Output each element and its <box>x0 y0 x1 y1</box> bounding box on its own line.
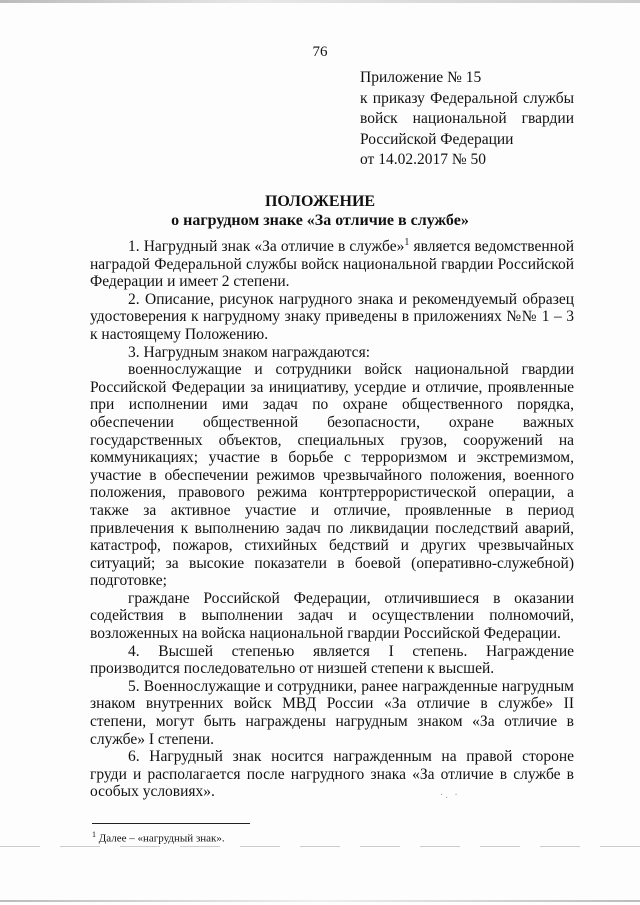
document-body <box>90 238 574 801</box>
paragraph-3b: граждане Российской Федерации, отличившиеся в оказании содействия в выполнении задач и осуществлении полномочий, возложенных на войска национальной гвардии Российской Федерации. <box>90 589 574 643</box>
footnote-ref: 1 <box>404 236 410 248</box>
footnote <box>92 828 225 846</box>
paragraph-3: 3. Нагрудным знаком награждаются: <box>128 343 370 361</box>
annex-line-3: войск национальной гвардии <box>360 110 574 127</box>
paragraph-1 <box>90 238 574 291</box>
annex-line-4: Российской Федерации <box>360 130 514 148</box>
paragraph-6: 6. Нагрудный знак носится награжденным на правой стороне груди и располагается после нагрудного знака «За отличие в службе в особых условиях». <box>90 748 574 801</box>
footnote-text: Далее – «нагрудный знак». <box>96 832 225 845</box>
paragraph-1-text: 1. Нагрудный знак «За отличие в службе» <box>128 238 405 255</box>
scan-artifact: ·. · <box>440 790 460 801</box>
paragraph-3a: военнослужащие и сотрудники войск национальной гвардии Российской Федерации за инициативу, усердие и отличие, проявленные при исполнении ими задач по охране общественного порядка, обеспечении общественной безопасности, охране важных государственных объектов, специальных грузов, сооружений на коммуникациях; участие в борьбе с терроризмом и экстремизмом, участие в обеспечении режимов чрезвычайного положения, военного положения, правового режима контртеррористической операции, а также за активное участие и отличие, проявленные в период привлечения к выполнению задач по ликвидации последствий аварий, катастроф, пожаров, стихийных бедствий и других чрезвычайных ситуаций; за высокие показатели в боевой (оперативно-служебной) подготовке; <box>90 361 574 590</box>
scan-top-edge <box>0 0 640 3</box>
paragraph-2: 2. Описание, рисунок нагрудного знака и рекомендуемый образец удостоверения к нагрудному знаку приведены в приложениях №№ 1 – 3 к настоящему Положению. <box>90 290 574 343</box>
paragraph-1-rest: является ведомственной наградой Федеральной службы войск национальной гвардии Российской Федерации и имеет 2 степени. <box>90 238 574 291</box>
footnote-mark: 1 <box>92 830 96 839</box>
paragraph-5: 5. Военнослужащие и сотрудники, ранее награжденные нагрудным знаком внутренних войск МВД России «За отличие в службе» II степени, могут быть награждены нагрудным знаком «За отличие в службе» I степени. <box>90 677 574 748</box>
scan-bottom-edge <box>0 900 640 902</box>
annex-line-2: к приказу Федеральной службы <box>360 89 574 107</box>
page-number: 76 <box>312 44 328 60</box>
annex-line-5: от 14.02.2017 № 50 <box>360 151 486 168</box>
paragraph-4: 4. Высшей степенью является I степень. Награждение производится последовательно от низшей степени к высшей. <box>90 642 574 678</box>
annex-header <box>360 68 574 171</box>
scan-line-artifact <box>0 846 640 847</box>
footnote-divider <box>92 823 250 824</box>
title-sub: о нагрудном знаке «За отличие в службе» <box>171 212 469 229</box>
document-title <box>0 192 640 230</box>
annex-line-1: Приложение № 15 <box>360 69 482 86</box>
title-main: ПОЛОЖЕНИЕ <box>264 193 376 210</box>
